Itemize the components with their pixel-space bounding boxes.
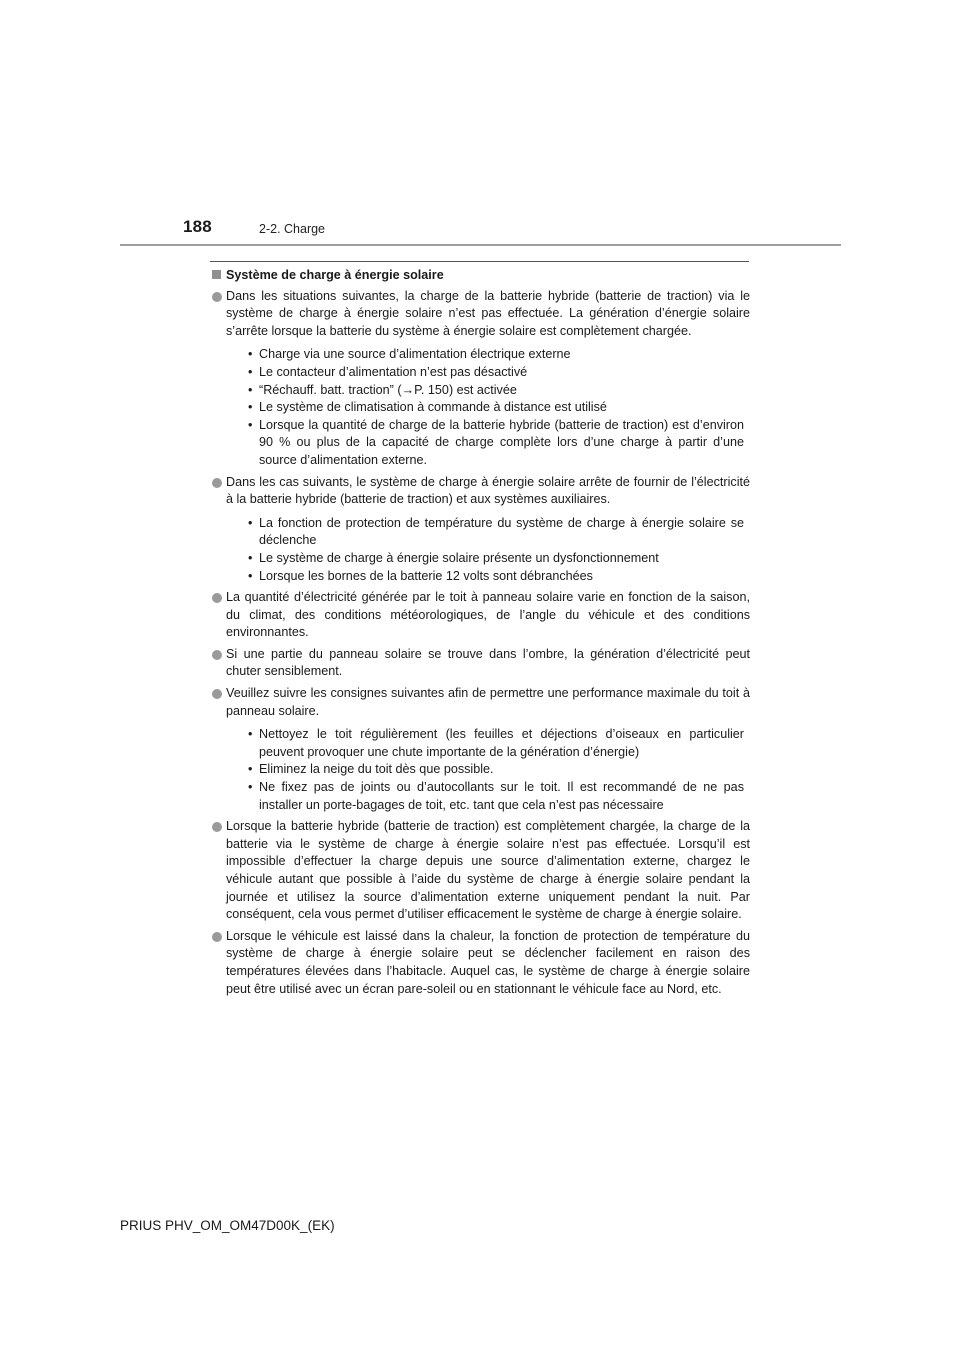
sub-item-text: “Réchauff. batt. traction” (→P. 150) est activée: [259, 382, 517, 397]
sub-list-item: [226, 364, 750, 382]
dot-bullet-icon: •: [248, 762, 253, 777]
page-content: [210, 267, 750, 1002]
list-item: [210, 685, 750, 814]
dot-bullet-icon: •: [248, 727, 253, 742]
section-heading: [210, 267, 750, 285]
circle-bullet-icon: [212, 593, 222, 603]
sub-item-text: Le système de charge à énergie solaire présente un dysfonctionnement: [259, 550, 659, 565]
dot-bullet-icon: •: [248, 347, 253, 362]
dot-bullet-icon: •: [248, 550, 253, 565]
sub-list-item: [226, 515, 750, 550]
sub-list-item: [226, 399, 750, 417]
sub-list-item: [226, 779, 750, 814]
sub-list-item: [226, 550, 750, 568]
sub-item-text: La fonction de protection de température du système de charge à énergie solaire se déclenche: [259, 515, 744, 548]
list-item: [210, 288, 750, 470]
circle-bullet-icon: [212, 478, 222, 488]
dot-bullet-icon: •: [248, 417, 253, 432]
dot-bullet-icon: •: [248, 364, 253, 379]
sub-item-text: Le contacteur d’alimentation n’est pas désactivé: [259, 364, 528, 379]
list-item: [210, 474, 750, 586]
page-number: 188: [183, 217, 212, 236]
sub-list-item: [226, 726, 750, 761]
sub-item-text: Charge via une source d’alimentation électrique externe: [259, 347, 571, 362]
item-text: La quantité d’électricité générée par le toit à panneau solaire varie en fonction de la saison, du climat, des conditions météorologiques, de l’angle du véhicule et des conditions environnantes.: [226, 590, 750, 640]
sub-list-item: [226, 568, 750, 586]
sub-item-text: Lorsque les bornes de la batterie 12 volts sont débranchées: [259, 568, 593, 583]
list-item: [210, 589, 750, 642]
dot-bullet-icon: •: [248, 515, 253, 530]
section-label: 2-2. Charge: [259, 222, 326, 236]
sub-list: [226, 726, 750, 814]
circle-bullet-icon: [212, 689, 222, 699]
document-code: PRIUS PHV_OM_OM47D00K_(EK): [120, 1218, 335, 1233]
item-text: Si une partie du panneau solaire se trouve dans l’ombre, la génération d’électricité peut chuter sensiblement.: [226, 646, 750, 679]
list-item: [210, 928, 750, 998]
item-text: Dans les situations suivantes, la charge de la batterie hybride (batterie de traction) via le système de charge à énergie solaire n’est pas effectuée. La génération d’énergie solaire s’arrête lorsque la batterie du système à énergie solaire est complètement chargée.: [226, 288, 750, 338]
dot-bullet-icon: •: [248, 400, 253, 415]
item-list: [210, 288, 750, 999]
sub-list-item: [226, 382, 750, 400]
item-text: Veuillez suivre les consignes suivantes afin de permettre une performance maximale du toit à panneau solaire.: [226, 686, 750, 718]
sub-item-text: Ne fixez pas de joints ou d’autocollants sur le toit. Il est recommandé de ne pas installer un porte-bagages de toit, etc. tant que cela n’est pas nécessaire: [259, 780, 744, 812]
dot-bullet-icon: •: [248, 568, 253, 583]
sub-list-item: [226, 761, 750, 779]
circle-bullet-icon: [212, 650, 222, 660]
sub-list: [226, 515, 750, 585]
sub-item-text: Le système de climatisation à commande à distance est utilisé: [259, 400, 607, 415]
list-item: [210, 818, 750, 924]
section-divider: [210, 261, 749, 262]
item-text: Lorsque la batterie hybride (batterie de traction) est complètement chargée, la charge de la batterie via le système de charge à énergie solaire n’est pas effectuée. Lorsqu’il est impossible d’effectuer la charge depuis une source d’alimentation externe, chargez le véhicule autant que possible à l’aide du système de charge à énergie solaire pendant la journée et utilisez la source d’alimentation externe uniquement pendant la nuit. Par conséquent, cela vous permet d’utiliser efficacement le système de charge à énergie solaire.: [226, 819, 750, 922]
item-text: Lorsque le véhicule est laissé dans la chaleur, la fonction de protection de température du système de charge à énergie solaire peut se déclencher facilement en raison des températures élevées dans l’habitacle. Auquel cas, le système de charge à énergie solaire peut être utilisé avec un écran pare-soleil ou en stationnant le véhicule face au Nord, etc.: [226, 928, 750, 996]
dot-bullet-icon: •: [248, 382, 253, 397]
sub-item-text: Nettoyez le toit régulièrement (les feuilles et déjections d’oiseaux en particulier peuvent provoquer une chute importante de la génération d’énergie): [259, 727, 744, 759]
sub-list-item: [226, 346, 750, 364]
circle-bullet-icon: [212, 292, 222, 302]
square-bullet-icon: [212, 270, 221, 279]
sub-list: [226, 346, 750, 469]
dot-bullet-icon: •: [248, 780, 253, 795]
header-divider: [120, 244, 841, 246]
section-title: Système de charge à énergie solaire: [226, 268, 444, 282]
sub-item-text: Lorsque la quantité de charge de la batterie hybride (batterie de traction) est d’environ 90 % ou plus de la capacité de charge complète lors d’une charge à partir d’une source d’alimentation externe.: [259, 417, 744, 467]
circle-bullet-icon: [212, 822, 222, 832]
sub-list-item: [226, 417, 750, 470]
sub-item-text: Eliminez la neige du toit dès que possible.: [259, 762, 494, 777]
item-text: Dans les cas suivants, le système de charge à énergie solaire arrête de fournir de l’électricité à la batterie hybride (batterie de traction) et aux systèmes auxiliaires.: [226, 474, 750, 507]
list-item: [210, 646, 750, 681]
circle-bullet-icon: [212, 932, 222, 942]
